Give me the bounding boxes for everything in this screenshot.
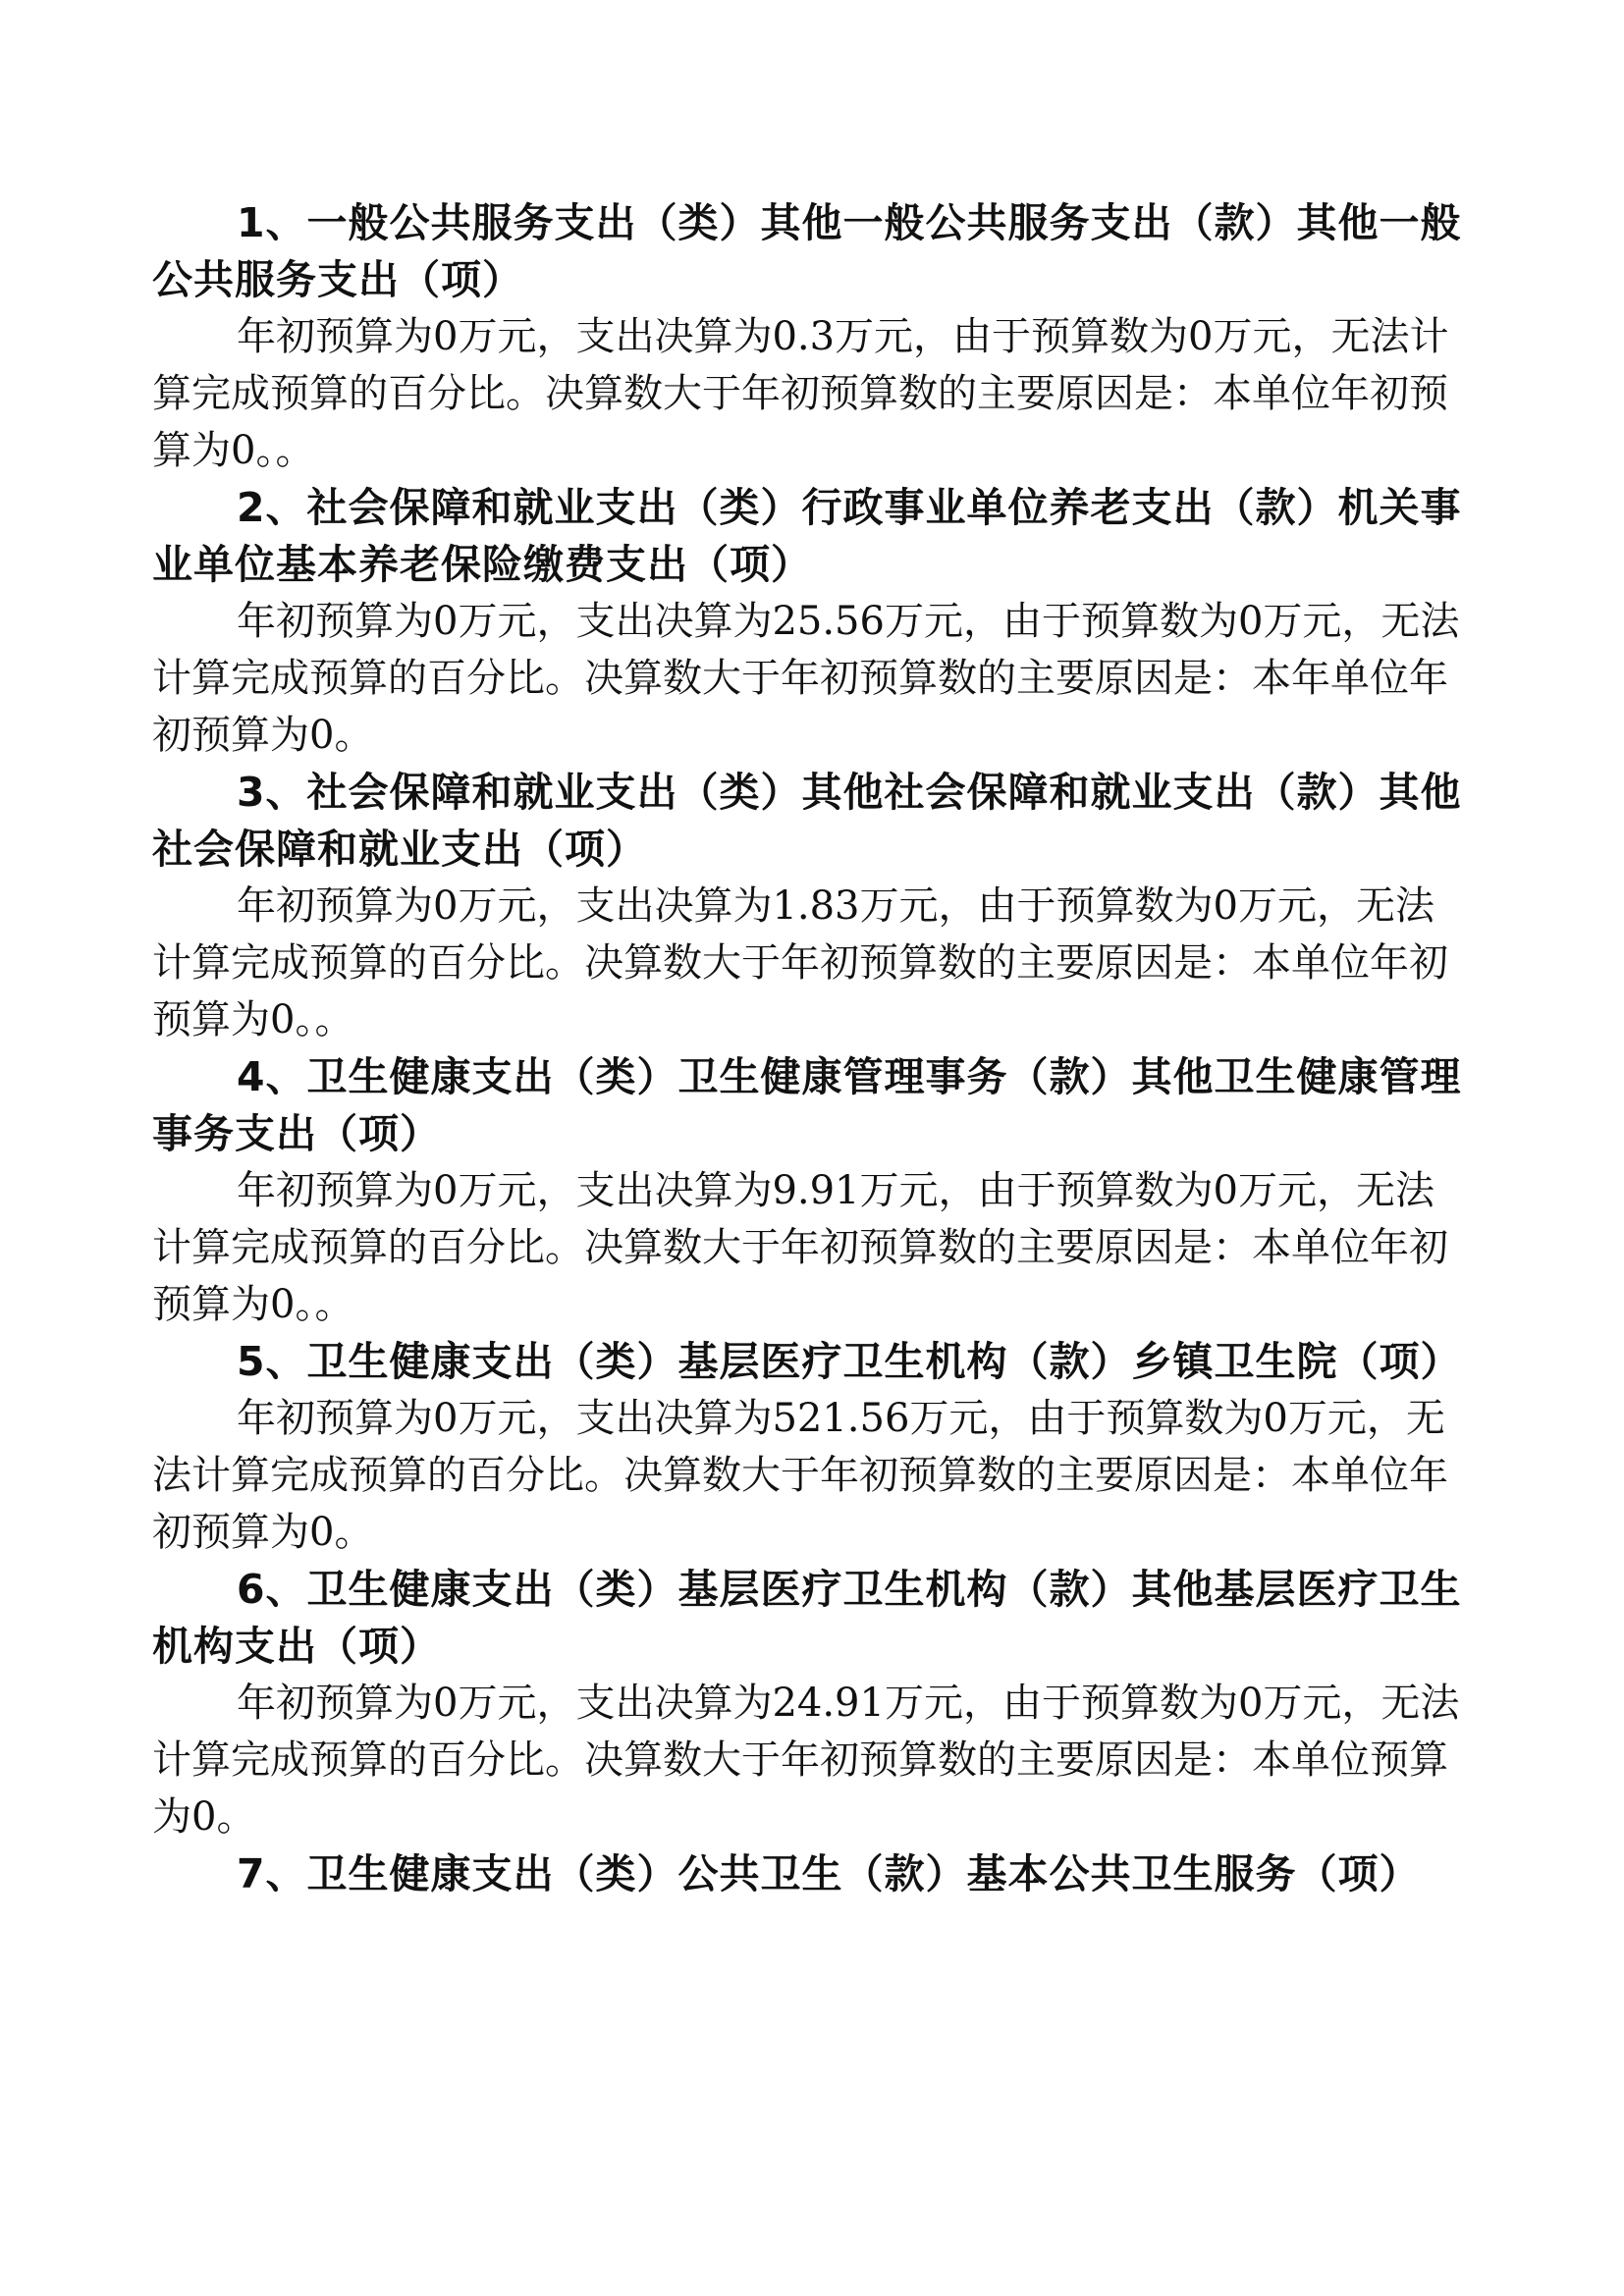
budget-item-2 [152, 479, 1468, 764]
budget-item-3 [152, 764, 1468, 1048]
item-heading: 3、社会保障和就业支出（类）其他社会保障和就业支出（款）其他社会保障和就业支出（项） [152, 769, 1462, 873]
item-body: 年初预算为0万元，支出决算为0.3万元，由于预算数为0万元，无法计算完成预算的百分比。决算数大于年初预算数的主要原因是：本单位年初预算为0。。 [152, 314, 1449, 473]
document-content [152, 194, 1468, 1902]
item-body: 年初预算为0万元，支出决算为25.56万元，由于预算数为0万元，无法计算完成预算的百分比。决算数大于年初预算数的主要原因是：本年单位年初预算为0。 [152, 599, 1460, 758]
item-heading: 6、卫生健康支出（类）基层医疗卫生机构（款）其他基层医疗卫生机构支出（项） [152, 1566, 1462, 1670]
budget-item-5 [152, 1333, 1468, 1561]
budget-item-7 [152, 1845, 1468, 1902]
item-heading: 4、卫生健康支出（类）卫生健康管理事务（款）其他卫生健康管理事务支出（项） [152, 1053, 1462, 1157]
item-heading: 2、社会保障和就业支出（类）行政事业单位养老支出（款）机关事业单位基本养老保险缴费支出（项） [152, 484, 1462, 588]
budget-item-1 [152, 194, 1468, 479]
item-heading: 5、卫生健康支出（类）基层医疗卫生机构（款）乡镇卫生院（项） [237, 1338, 1462, 1385]
budget-item-6 [152, 1561, 1468, 1845]
item-body: 年初预算为0万元，支出决算为521.56万元，由于预算数为0万元，无法计算完成预算的百分比。决算数大于年初预算数的主要原因是：本单位年初预算为0。 [152, 1396, 1448, 1555]
item-heading: 7、卫生健康支出（类）公共卫生（款）基本公共卫生服务（项） [237, 1850, 1421, 1897]
item-body: 年初预算为0万元，支出决算为24.91万元，由于预算数为0万元，无法计算完成预算的百分比。决算数大于年初预算数的主要原因是：本单位预算为0。 [152, 1681, 1460, 1840]
item-body: 年初预算为0万元，支出决算为9.91万元，由于预算数为0万元，无法计算完成预算的百分比。决算数大于年初预算数的主要原因是：本单位年初预算为0。。 [152, 1168, 1448, 1327]
item-heading: 1、一般公共服务支出（类）其他一般公共服务支出（款）其他一般公共服务支出（项） [152, 199, 1462, 303]
budget-item-4 [152, 1048, 1468, 1333]
item-body: 年初预算为0万元，支出决算为1.83万元，由于预算数为0万元，无法计算完成预算的百分比。决算数大于年初预算数的主要原因是：本单位年初预算为0。。 [152, 883, 1448, 1042]
